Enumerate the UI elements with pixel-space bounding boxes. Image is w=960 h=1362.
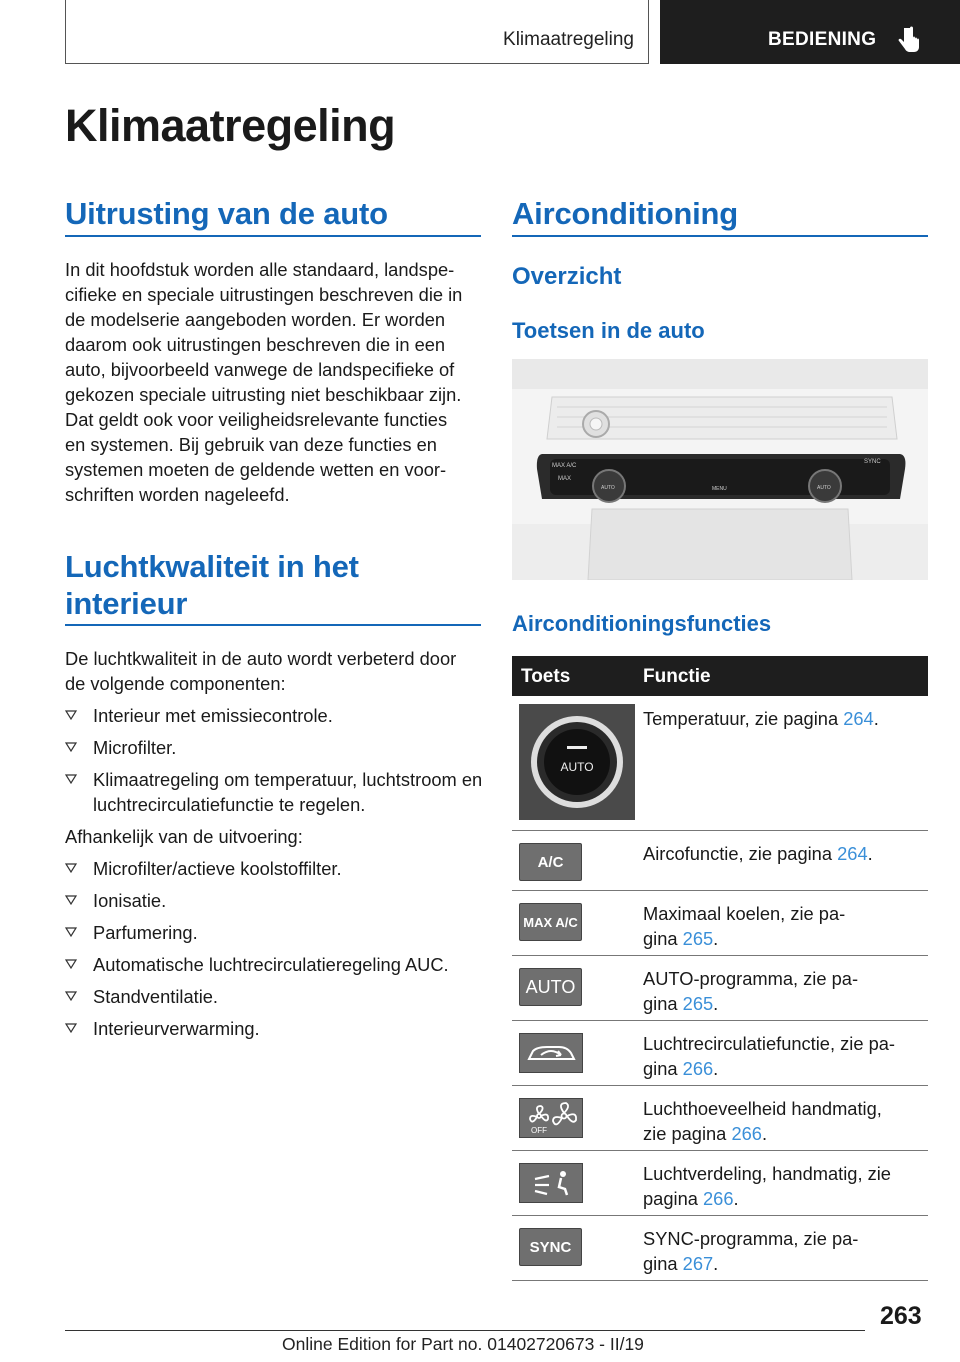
heading-functions: Airconditioningsfuncties [512,611,772,636]
description-suffix: . [733,1188,739,1209]
text-line: schriften worden nageleefd. [65,484,290,505]
temperature-knob-icon [519,704,635,820]
list-item-text: Interieur met emissiecontrole. [93,705,333,726]
list-item-text: Automatische luchtrecirculatieregeling AUC. [93,954,449,975]
fan-off-label: OFF [531,1126,547,1135]
text-line: auto, bijvoorbeeld vanwege de landspecifieke of [65,359,455,380]
rule-equipment [65,235,481,237]
text-line: daarom ook uitrustingen beschreven die in een [65,334,446,355]
text-line: en systemen. Bij gebruik van deze functies en [65,434,437,455]
triangle-bullet-icon [65,863,77,873]
sync-button-icon: SYNC [519,1228,582,1266]
text-line: gekozen speciale uitrusting niet beschikbaar zijn. [65,384,462,405]
photo-label-max-ac: MAX A/C [552,463,577,469]
table-row [512,831,928,891]
list-item-text: Interieurverwarming. [93,1018,260,1039]
description-suffix: . [713,1253,719,1274]
triangle-bullet-icon [65,774,77,784]
list-item [65,856,485,881]
recirculation-button-icon [519,1033,583,1073]
climate-panel-photo [512,359,928,580]
page-link[interactable]: 265 [682,993,714,1014]
description-suffix: . [713,928,719,949]
description-suffix: . [867,843,873,864]
triangle-bullet-icon [65,959,77,969]
function-description [643,706,923,731]
functions-table [512,656,928,1281]
description-text: Luchthoeveelheid handmatig, [643,1098,882,1119]
description-suffix: . [873,708,879,729]
photo-label-sync: SYNC [864,459,881,465]
rule-airconditioning [512,235,928,237]
triangle-bullet-icon [65,991,77,1001]
function-description [643,966,923,1016]
footer-rule [65,1330,865,1331]
description-text: Aircofunctie, zie pagina [643,843,838,864]
function-description [643,901,923,951]
heading-overview: Overzicht [512,263,622,290]
list-item [65,888,485,913]
heading-equipment: Uitrusting van de auto [65,196,388,231]
optional-list [65,856,485,1048]
page-number: 263 [880,1302,922,1330]
text-line: systemen moeten de geldende wetten en voor‐ [65,459,447,480]
description-text: Maximaal koelen, zie pa‐ [643,903,846,924]
list-item [65,984,485,1009]
page-link[interactable]: 264 [843,708,874,729]
list-item [65,920,485,945]
list-item [65,1016,485,1041]
page-link[interactable]: 266 [702,1188,734,1209]
fan-button-icon [519,1098,583,1138]
description-text: Luchtverdeling, handmatig, zie [643,1163,891,1184]
description-suffix: . [713,1058,719,1079]
list-item [65,952,485,977]
list-item [65,703,485,728]
page-link[interactable]: 267 [682,1253,714,1274]
function-description [643,841,923,866]
list-item [65,735,485,760]
description-text: gina [643,1058,683,1079]
table-row [512,1086,928,1151]
hand-pointer-icon [898,26,920,54]
photo-label-max: MAX [558,476,572,482]
footer-edition: Online Edition for Part no. 01402720673 - II/19 [282,1334,644,1354]
triangle-bullet-icon [65,895,77,905]
heading-air-quality [65,548,359,622]
function-description [643,1161,923,1211]
text-line: de modelserie aangeboden worden. Er worden [65,309,446,330]
table-row [512,696,928,831]
column-header-key: Toets [521,666,571,687]
description-text: pagina [643,1188,703,1209]
column-header-function: Functie [643,666,711,687]
table-row [512,1151,928,1216]
triangle-bullet-icon [65,927,77,937]
photo-label-auto-left: AUTO [601,485,615,491]
table-row [512,1021,928,1086]
description-text: Temperatuur, zie pagina [643,708,844,729]
text-line: cifieke en speciale uitrustingen beschreven die in [65,284,463,305]
table-row [512,891,928,956]
rule-air-quality [65,624,481,626]
ac-button-icon: A/C [519,843,582,881]
function-description [643,1226,923,1276]
list-item-text: Standventilatie. [93,986,219,1007]
function-description [643,1031,923,1081]
equipment-paragraph [65,257,485,507]
header-chapter-title: Klimaatregeling [503,29,634,50]
text-line: Dat geldt ook voor veiligheidsrelevante functies [65,409,448,430]
heading-line: interieur [65,586,188,621]
description-text: gina [643,993,683,1014]
max-ac-button-icon: MAX A/C [519,903,582,941]
list-item-text: Microfilter/actieve koolstoffilter. [93,858,342,879]
text-line: In dit hoofdstuk worden alle standaard, landspe‐ [65,259,455,280]
triangle-bullet-icon [65,710,77,720]
heading-buttons-in-car: Toetsen in de auto [512,318,705,343]
description-text: AUTO-programma, zie pa‐ [643,968,859,989]
triangle-bullet-icon [65,1023,77,1033]
components-list [65,703,485,824]
header-section-box [660,0,960,64]
triangle-bullet-icon [65,742,77,752]
air-quality-paragraph [65,646,485,696]
air-distribution-button-icon [519,1163,583,1203]
description-text: gina [643,928,683,949]
page-link[interactable]: 266 [731,1123,762,1144]
photo-label-auto-right: AUTO [817,485,831,491]
page-title: Klimaatregeling [65,100,396,151]
page-link[interactable]: 266 [682,1058,714,1079]
list-item-text: Ionisatie. [93,890,167,911]
header-section-label: BEDIENING [768,29,877,50]
list-item-text: Klimaatregeling om temperatuur, luchtstroom en luchtrecirculatiefunctie te regelen. [93,769,483,815]
table-header [512,656,928,696]
header-chapter-box [65,0,649,64]
climate-panel-illustration [512,359,928,580]
list-item [65,767,485,817]
text-line: De luchtkwaliteit in de auto wordt verbeterd door [65,648,457,669]
heading-line: Luchtkwaliteit in het [65,549,359,584]
page-link[interactable]: 264 [837,843,868,864]
page-link[interactable]: 265 [682,928,714,949]
function-description [643,1096,923,1146]
description-text: zie pagina [643,1123,732,1144]
list-item-text: Parfumering. [93,922,198,943]
description-suffix: . [761,1123,768,1144]
list-item-text: Microfilter. [93,737,177,758]
depending-label: Afhankelijk van de uitvoering: [65,826,303,847]
auto-button-icon: AUTO [519,968,582,1006]
knob-label: AUTO [560,760,594,774]
photo-label-menu: MENU [712,486,727,492]
description-text: SYNC-programma, zie pa‐ [643,1228,859,1249]
table-row [512,956,928,1021]
heading-airconditioning: Airconditioning [512,196,739,231]
text-line: de volgende componenten: [65,673,286,694]
description-text: gina [643,1253,683,1274]
description-suffix: . [713,993,719,1014]
table-row [512,1216,928,1281]
description-text: Luchtrecirculatiefunctie, zie pa‐ [643,1033,896,1054]
